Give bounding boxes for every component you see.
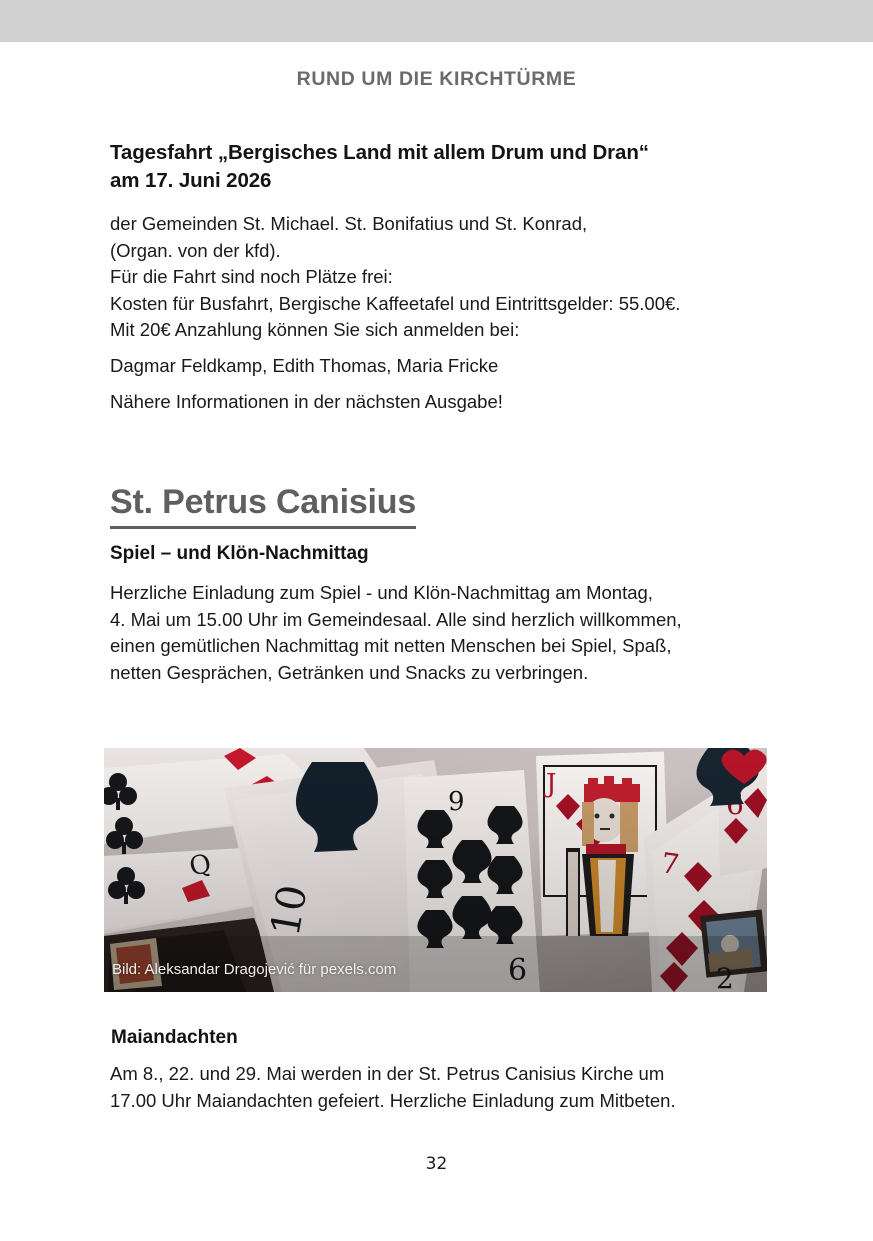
maiandachten-line2: 17.00 Uhr Maiandachten gefeiert. Herzliche Einladung zum Mitbeten. [110, 1089, 676, 1111]
maiandachten-heading: Maiandachten [111, 1027, 238, 1048]
spiel-line2: 4. Mai um 15.00 Uhr im Gemeindesaal. Alle sind herzlich willkommen, [110, 608, 682, 630]
playing-cards-photo [104, 748, 767, 992]
trip-body-line2: (Organ. von der kfd). [110, 239, 281, 261]
spiel-paragraph [110, 580, 790, 686]
maiandachten-paragraph [110, 1061, 790, 1114]
trip-body-line3: Für die Fahrt sind noch Plätze frei: [110, 266, 393, 287]
trip-details-paragraph [110, 211, 790, 344]
trip-title-line2: am 17. Juni 2026 [110, 169, 272, 192]
playing-cards-illustration [104, 748, 767, 992]
page-number: 32 [425, 1154, 448, 1174]
maiandachten-line1: Am 8., 22. und 29. Mai werden in der St. Petrus Canisius Kirche um [110, 1063, 665, 1084]
spiel-line3: einen gemütlichen Nachmittag mit netten Menschen bei Spiel, Spaß, [110, 635, 672, 656]
running-header: RUND UM DIE KIRCHTÜRME [296, 68, 577, 90]
trip-contacts: Dagmar Feldkamp, Edith Thomas, Maria Fricke [110, 355, 499, 376]
spiel-line1: Herzliche Einladung zum Spiel - und Klön-Nachmittag am Montag, [110, 582, 653, 603]
trip-body-line4: Kosten für Busfahrt, Bergische Kaffeetafel und Eintrittsgelder: 55.00€. [110, 292, 681, 314]
trip-body-line1: der Gemeinden St. Michael. St. Bonifatius und St. Konrad, [110, 213, 588, 234]
page-title: St. Petrus Canisius [110, 483, 416, 529]
trip-title-line1: Tagesfahrt „Bergisches Land mit allem Drum und Dran“ [110, 141, 649, 164]
trip-note: Nähere Informationen in der nächsten Ausgabe! [110, 391, 503, 412]
trip-title [110, 139, 790, 195]
photo-caption: Bild: Aleksandar Dragojević für pexels.com [112, 961, 397, 978]
trip-body-line5: Mit 20€ Anzahlung können Sie sich anmelden bei: [110, 319, 520, 340]
spiel-heading: Spiel – und Klön-Nachmittag [110, 543, 369, 564]
spiel-line4: netten Gesprächen, Getränken und Snacks zu verbringen. [110, 661, 589, 683]
page-top-band [0, 0, 873, 42]
